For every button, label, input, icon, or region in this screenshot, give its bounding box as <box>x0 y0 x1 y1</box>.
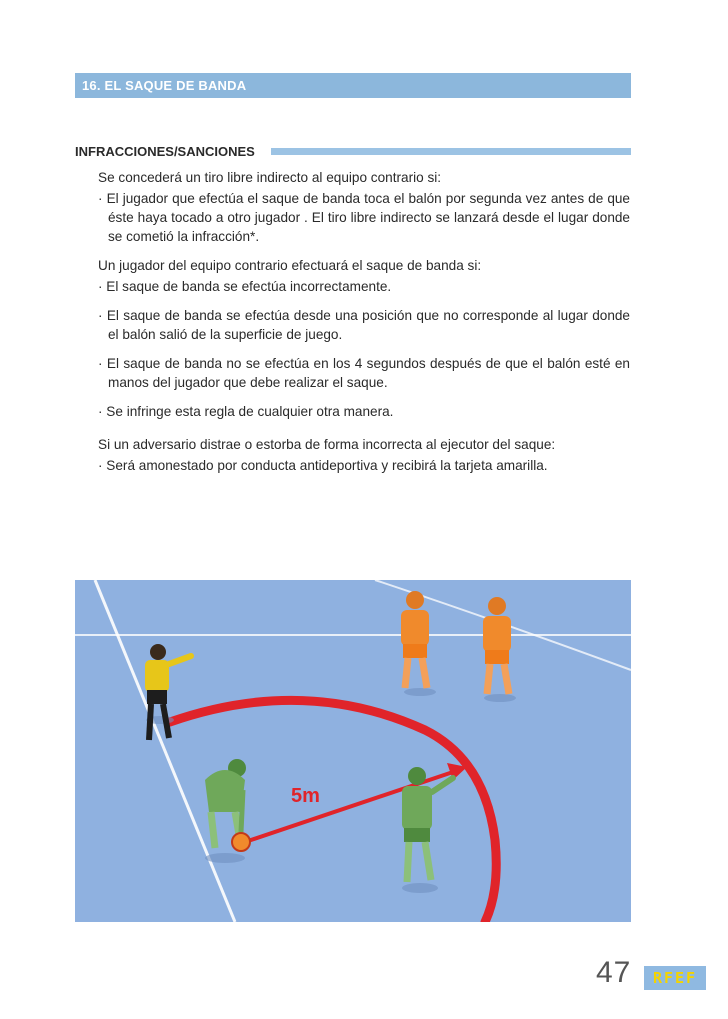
section-title: 16. EL SAQUE DE BANDA <box>82 78 247 93</box>
paragraph-intro-3: Si un adversario distrae o estorba de forma incorrecta al ejecutor del saque: <box>98 437 556 452</box>
list-item: · Se infringe esta regla de cualquier otra manera. <box>98 404 394 419</box>
subsection-header <box>75 142 631 160</box>
page-number: 47 <box>596 956 632 989</box>
list-item: · El jugador que efectúa el saque de banda toca el balón por segunda vez antes de que éste haya tocado a otro jugador . El tiro libre indirecto se lanzará desde el lugar donde se cometió la infracción*. <box>98 191 630 244</box>
paragraph-intro-2: Un jugador del equipo contrario efectuará el saque de banda si: <box>98 258 482 273</box>
section-title-bar <box>75 73 631 98</box>
distance-label: 5m <box>291 785 320 807</box>
paragraph-intro-1: Se concederá un tiro libre indirecto al equipo contrario si: <box>98 170 442 185</box>
rfef-logo <box>644 966 706 990</box>
court-surface <box>75 580 631 922</box>
list-item: · El saque de banda no se efectúa en los 4 segundos después de que el balón esté en manos del jugador que debe realizar el saque. <box>98 356 630 390</box>
court-illustration <box>75 580 631 922</box>
list-item: · Será amonestado por conducta antideportiva y recibirá la tarjeta amarilla. <box>98 458 548 473</box>
heading-rule <box>271 148 631 155</box>
list-item: · El saque de banda se efectúa desde una posición que no corresponde al lugar donde el balón salió de la superficie de juego. <box>98 308 630 342</box>
throw-in-illustration <box>75 580 631 922</box>
list-item: · El saque de banda se efectúa incorrectamente. <box>98 279 392 294</box>
body-text <box>98 168 630 475</box>
logo-text: RFEF <box>652 969 698 987</box>
subsection-heading: INFRACCIONES/SANCIONES <box>75 143 255 159</box>
ball <box>232 833 250 851</box>
